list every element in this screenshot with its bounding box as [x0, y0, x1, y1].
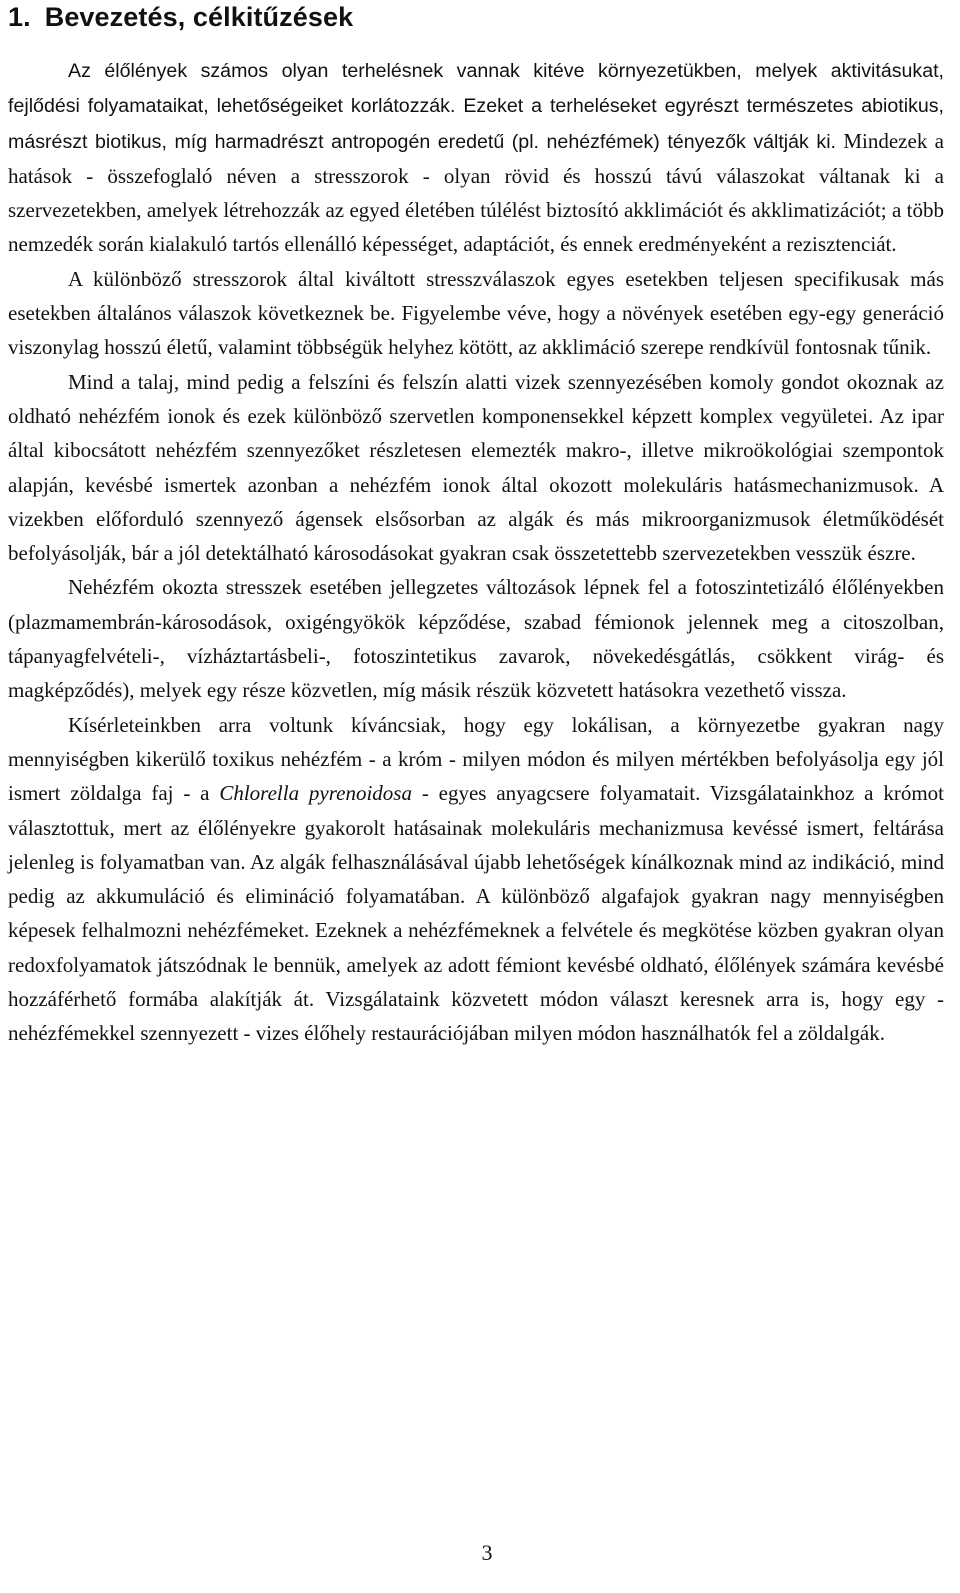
section-number: 1.: [8, 2, 31, 32]
paragraph-intro-lead: Az élőlények számos olyan terhelésnek vannak kitéve környezetükben, melyek aktivitásukat, fejlődési folyamataikat, lehetőségeiket korlátozzák. Ezeket a terheléseket egyrészt természetes abiotikus, másrészt biotikus, míg harmadrészt antropogén eredetű (pl. nehézfémek) tényezők váltják ki.: [8, 60, 944, 153]
section-heading: [8, 0, 944, 33]
paragraph-photosynthetic-effects: Nehézfém okozta stresszek esetében jellegzetes változások lépnek fel a fotoszintetizáló élőlényekben (plazmamembrán-károsodások, oxigéngyökök képződése, szabad fémionok jelennek meg a citoszolban, tápanyagfelvételi-, vízháztartásbeli-, fotoszintetikus zavarok, növekedésgátlás, csökkent virág- és magképződés), melyek egy része közvetlen, míg másik részük közvetett hatásokra vezethető vissza.: [8, 575, 944, 703]
paragraph-intro-rest: Mindezek a hatások - összefoglaló néven a stresszorok - olyan rövid és hosszú távú válaszokat váltanak ki a szervezetekben, amelyek létrehozzák az egyed életében túlélést biztosító akklimációt és akklimatizációt; a több nemzedék során kialakuló tartós ellenálló képességet, adaptációt, és ennek eredményeként a rezisztenciát.: [8, 128, 944, 257]
species-name: Chlorella pyrenoidosa: [219, 781, 412, 806]
paragraph-aims-part-2: - egyes anyagcsere folyamatait. Vizsgálatainkhoz a krómot választottuk, mert az élőlényekre gyakorolt hatásainak molekuláris mechanizmusa kevéssé ismert, feltárása jelenleg is folyamatban van. Az algák felhasználásával újabb lehetőségek kínálkoznak mind az indikáció, mind pedig az akkumuláció és elimináció folyamatában. A különböző algafajok gyakran nagy mennyiségben képesek felhalmozni nehézfémeket. Ezeknek a nehézfémeknek a felvétele és megkötése közben gyakran olyan redoxfolyamatok játszódnak le bennük, amelyek az adott fémiont kevésbé oldható, élőlények számára kevésbé hozzáférhető formába alakítják át. Vizsgálataink közvetett módon választ keresnek arra is, hogy egy - nehézfémekkel szennyezett - vizes élőhely restaurációjában milyen módon használhatók fel a zöldalgák.: [8, 781, 945, 1046]
section-title: Bevezetés, célkitűzések: [44, 2, 354, 32]
paragraph-aims-part-1: Kísérleteinkben arra voltunk kíváncsiak, hogy egy lokálisan, a környezetbe gyakran nagy mennyiségben kikerülő toxikus nehézfém - a króm - milyen módon és milyen mértékben befolyásolja egy jól ismert zöldalga faj - a: [8, 712, 944, 806]
paragraph-heavy-metal-pollution: Mind a talaj, mind pedig a felszíni és felszín alatti vizek szennyezésében komoly gondot okoznak az oldható nehézfém ionok és ezek különböző szervetlen komponensekkel képzett komplex vegyületei. Az ipar által kibocsátott nehézfém szennyezőket részletesen elemezték makro-, illetve mikroökológiai szempontok alapján, kevésbé ismertek azonban a nehézfém ionok által okozott molekuláris hatásmechanizmusok. A vizekben előforduló szennyező ágensek elsősorban az algák és más mikroorganizmusok életműködését befolyásolják, bár a jól detektálható károsodásokat gyakran csak összetettebb szervezetekben vesszük észre.: [8, 369, 944, 566]
document-page: [8, 0, 944, 1051]
page-number: 3: [481, 1540, 493, 1565]
paragraph-experiment-aims: [8, 708, 944, 1051]
body-text: [8, 53, 944, 1051]
paragraph-intro: [8, 53, 944, 262]
paragraph-stress-responses: A különböző stresszorok által kiváltott stresszválaszok egyes esetekben teljesen specifikusak más esetekben általános válaszok következnek be. Figyelembe véve, hogy a növények esetében egy-egy generáció viszonylag hosszú életű, valamint többségük helyhez kötött, az akklimáció szerepe rendkívül fontosnak tűnik.: [8, 266, 944, 360]
